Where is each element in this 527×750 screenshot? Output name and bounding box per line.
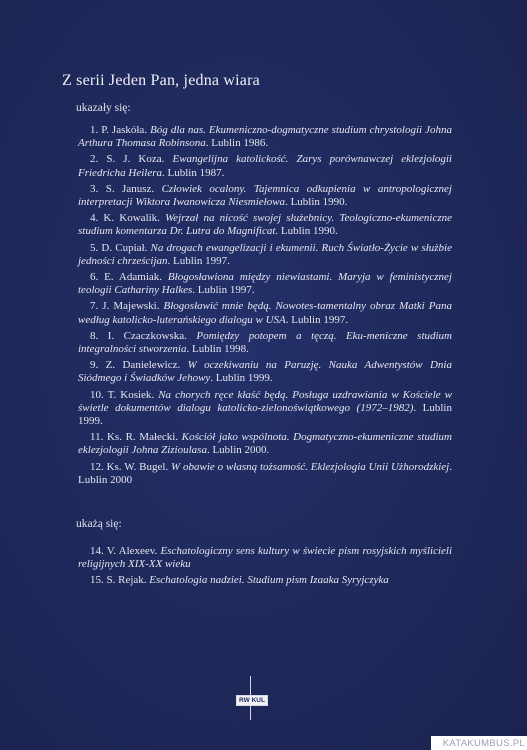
- item-imprint: . Lublin 2000.: [206, 444, 270, 457]
- list-item: [78, 330, 452, 356]
- list-item: [78, 574, 452, 587]
- item-imprint: . Lublin 1986.: [205, 137, 269, 150]
- item-author: 9. Z. Danielewicz.: [90, 359, 188, 372]
- badge-line-top: [250, 676, 251, 695]
- item-title: Eschatologiczny sens kultury w świecie pism rosyjskich myślicieli religijnych XIX-XX wieku: [78, 545, 453, 571]
- item-title: Bóg dla nas. Ekumeniczno-dogmatyczne studium chrystologii Johna Arthura Thomasa Robinsona: [78, 124, 452, 150]
- item-title: Ewangelijna katolickość. Zarys porównawczej eklezjologii Friedricha Heilera: [78, 153, 452, 179]
- published-list: [78, 124, 452, 490]
- item-imprint: . Lublin 1987.: [162, 166, 225, 179]
- list-item: [78, 124, 452, 150]
- item-title: Błogosławiona między niewiastami. Maryja w feministycznej teologii Cathariny Halkes: [78, 271, 452, 297]
- list-item: [78, 300, 452, 326]
- list-item: [78, 212, 452, 238]
- item-imprint: . Lublin 1997.: [192, 284, 255, 297]
- item-author: 12. Ks. W. Bugel.: [90, 460, 172, 473]
- item-author: 5. D. Cupiał.: [90, 241, 151, 254]
- item-imprint: . Lublin 1997.: [285, 313, 349, 326]
- upcoming-label: ukażą się:: [76, 518, 122, 530]
- item-imprint: . Lublin 1990.: [275, 225, 338, 238]
- item-title: Na chorych ręce kłaść będą. Posługa uzdrawiania w Kościele w świetle dokumentów dialogu katolicko-zielonoświątkowego (1972–1982): [78, 388, 452, 414]
- list-item: [78, 545, 452, 571]
- item-imprint: . Lublin 1999.: [210, 372, 273, 385]
- list-item: [78, 242, 452, 268]
- item-title: Kościół jako wspólnota. Dogmatyczno-ekumeniczne studium eklezjologii Johna Zizioulasa: [78, 431, 452, 457]
- list-item: [78, 271, 452, 297]
- item-title: Eschatologia nadziei. Studium pism Izaaka Syryjczyka: [149, 574, 389, 587]
- item-author: 6. E. Adamiak.: [90, 271, 168, 284]
- list-item: [78, 461, 452, 487]
- item-title: W obawie o własną tożsamość. Eklezjologia Unii Użhorodzkiej: [171, 460, 450, 473]
- list-item: [78, 359, 452, 385]
- badge-line-bottom: [250, 706, 251, 720]
- item-title: Człowiek ocalony. Tajemnica odkupienia w antropologicznej interpretacji Wiktora Iwanowicza Niesmiełowa: [78, 182, 452, 209]
- published-label: ukazały się:: [76, 102, 131, 114]
- list-item: [78, 389, 452, 429]
- item-author: 14. V. Alexeev.: [90, 545, 161, 557]
- list-item: [78, 153, 452, 179]
- item-author: 4. K. Kowalik.: [90, 212, 166, 225]
- item-title: Wejrzał na nicość swojej służebnicy. Teologiczno-ekumeniczne studium komentarza Dr. Lutra do Magnificat: [78, 212, 452, 238]
- item-title: W oczekiwaniu na Paruzję. Nauka Adwentystów Dnia Siódmego i Świadków Jehowy: [78, 359, 452, 385]
- item-imprint: . Lublin 1990.: [285, 196, 348, 209]
- list-item: [78, 183, 452, 209]
- item-title: Na drogach ewangelizacji i ekumenii. Ruch Światło-Życie w służbie jedności chrześcijan: [78, 241, 452, 267]
- item-author: 3. S. Janusz.: [90, 182, 162, 195]
- series-title: Z serii Jeden Pan, jedna wiara: [62, 72, 260, 89]
- item-author: 10. T. Kosiek.: [90, 388, 159, 401]
- item-imprint: . Lublin 1997.: [167, 254, 230, 267]
- list-item: [78, 431, 452, 457]
- item-title: Błogosławić mnie będą. Nowotes-tamentalny obraz Matki Pana według katolicko-luterańskiego dialogu w USA: [78, 300, 452, 326]
- item-imprint: . Lublin 1999.: [78, 401, 452, 428]
- item-title: Pomiędzy potopem a tęczą. Eku-meniczne studium integralności stworzenia: [78, 329, 452, 356]
- item-author: 8. I. Czaczkowska.: [90, 329, 197, 342]
- item-author: 2. S. J. Koza.: [90, 153, 173, 166]
- item-imprint: . Lublin 1998.: [186, 343, 249, 356]
- item-author: 7. J. Majewski.: [90, 300, 164, 313]
- item-author: 11. Ks. R. Małecki.: [90, 431, 182, 444]
- upcoming-list: [78, 545, 452, 591]
- item-author: 1. P. Jaskóła.: [90, 124, 151, 136]
- publisher-badge: RW KUL: [236, 695, 268, 706]
- watermark: KATAKUMBUS.PL: [431, 736, 527, 750]
- item-author: 15. S. Rejak.: [90, 574, 150, 587]
- item-imprint: . Lublin 2000: [78, 460, 452, 486]
